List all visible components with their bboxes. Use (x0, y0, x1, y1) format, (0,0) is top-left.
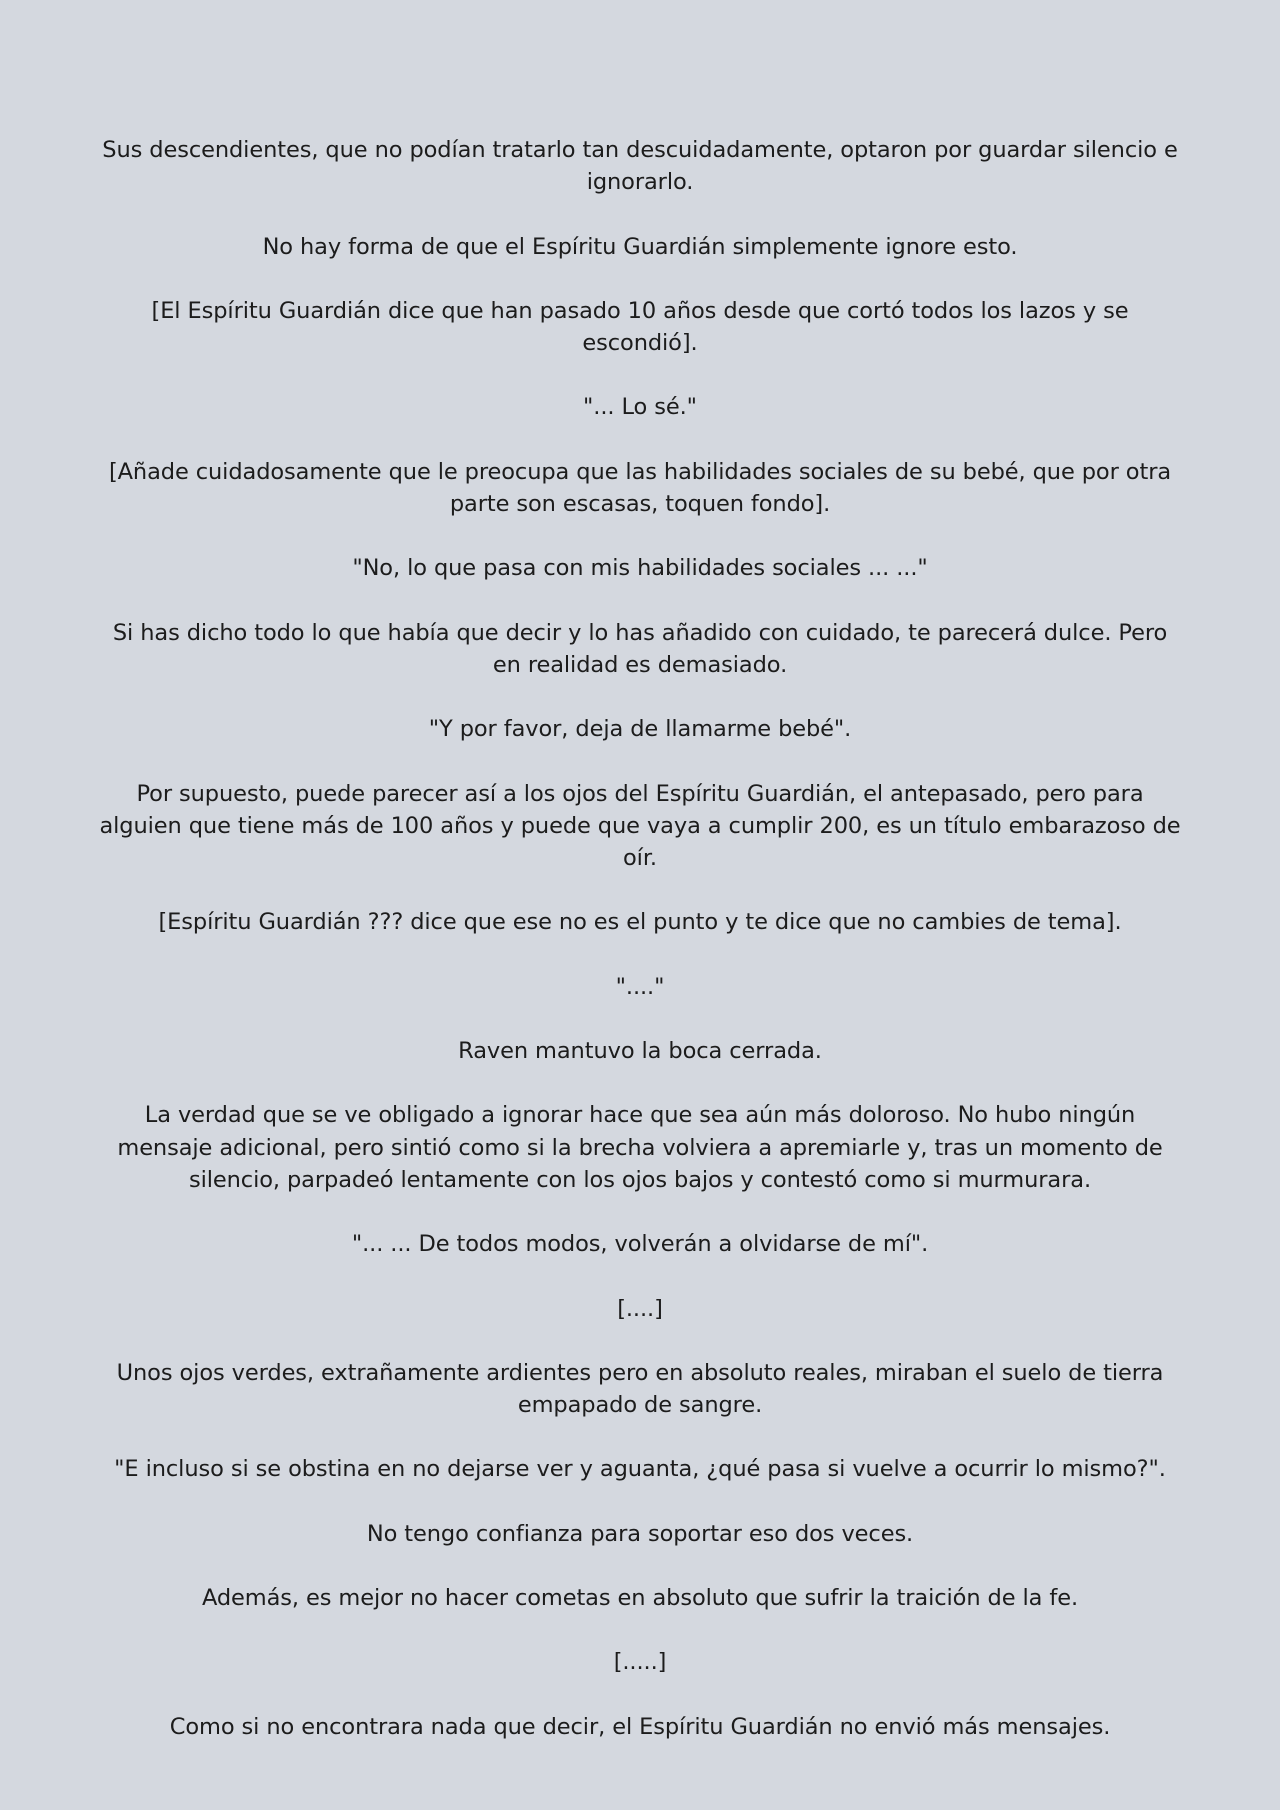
paragraph: [Espíritu Guardián ??? dice que ese no es el punto y te dice que no cambies de tema]. (158, 909, 1122, 936)
paragraph: Sus descendientes, que no podían tratarlo tan descuidadamente, optaron por guardar silencio e ignorarlo. (102, 137, 1178, 196)
paragraph: "... Lo sé." (583, 394, 697, 421)
paragraph: [El Espíritu Guardián dice que han pasado 10 años desde que cortó todos los lazos y se escondió]. (151, 297, 1129, 357)
paragraph: Si has dicho todo lo que había que decir y lo has añadido con cuidado, te parecerá dulce. Pero en realidad es demasiado. (112, 619, 1168, 678)
paragraph: Por supuesto, puede parecer así a los ojos del Espíritu Guardián, el antepasado, pero para alguien que tiene más de 100 años y puede que vaya a cumplir 200, es un título embarazoso de oír. (99, 780, 1181, 872)
paragraph: No tengo confianza para soportar eso dos veces. (366, 1520, 914, 1547)
paragraph: Además, es mejor no hacer cometas en absoluto que sufrir la traición de la fe. (201, 1585, 1079, 1612)
paragraph: "No, lo que pasa con mis habilidades sociales ... ..." (352, 555, 928, 582)
paragraph: "... ... De todos modos, volverán a olvidarse de mí". (351, 1231, 929, 1258)
paragraph: Raven mantuvo la boca cerrada. (458, 1038, 822, 1065)
paragraph: Como si no encontrara nada que decir, el Espíritu Guardián no envió más mensajes. (169, 1713, 1111, 1740)
paragraph: "E incluso si se obstina en no dejarse ver y aguanta, ¿qué pasa si vuelve a ocurrir lo mismo?". (114, 1456, 1166, 1483)
paragraph: Unos ojos verdes, extrañamente ardientes pero en absoluto reales, miraban el suelo de tierra empapado de sangre. (116, 1359, 1164, 1419)
paragraph: No hay forma de que el Espíritu Guardián simplemente ignore esto. (262, 233, 1018, 260)
paragraph: "Y por favor, deja de llamarme bebé". (428, 716, 852, 743)
paragraph: [.....] (613, 1649, 667, 1676)
paragraph: La verdad que se ve obligado a ignorar hace que sea aún más doloroso. No hubo ningún mensaje adicional, pero sintió como si la brecha volviera a apremiarle y, tras un momento de silencio, parpadeó lentamente con los ojos bajos y contestó como si murmurara. (117, 1102, 1163, 1193)
story-text (96, 134, 1184, 1743)
paragraph: "...." (615, 973, 665, 1000)
paragraph: [....] (617, 1295, 663, 1322)
paragraph: [Añade cuidadosamente que le preocupa que las habilidades sociales de su bebé, que por otra parte son escasas, toquen fondo]. (108, 458, 1172, 518)
